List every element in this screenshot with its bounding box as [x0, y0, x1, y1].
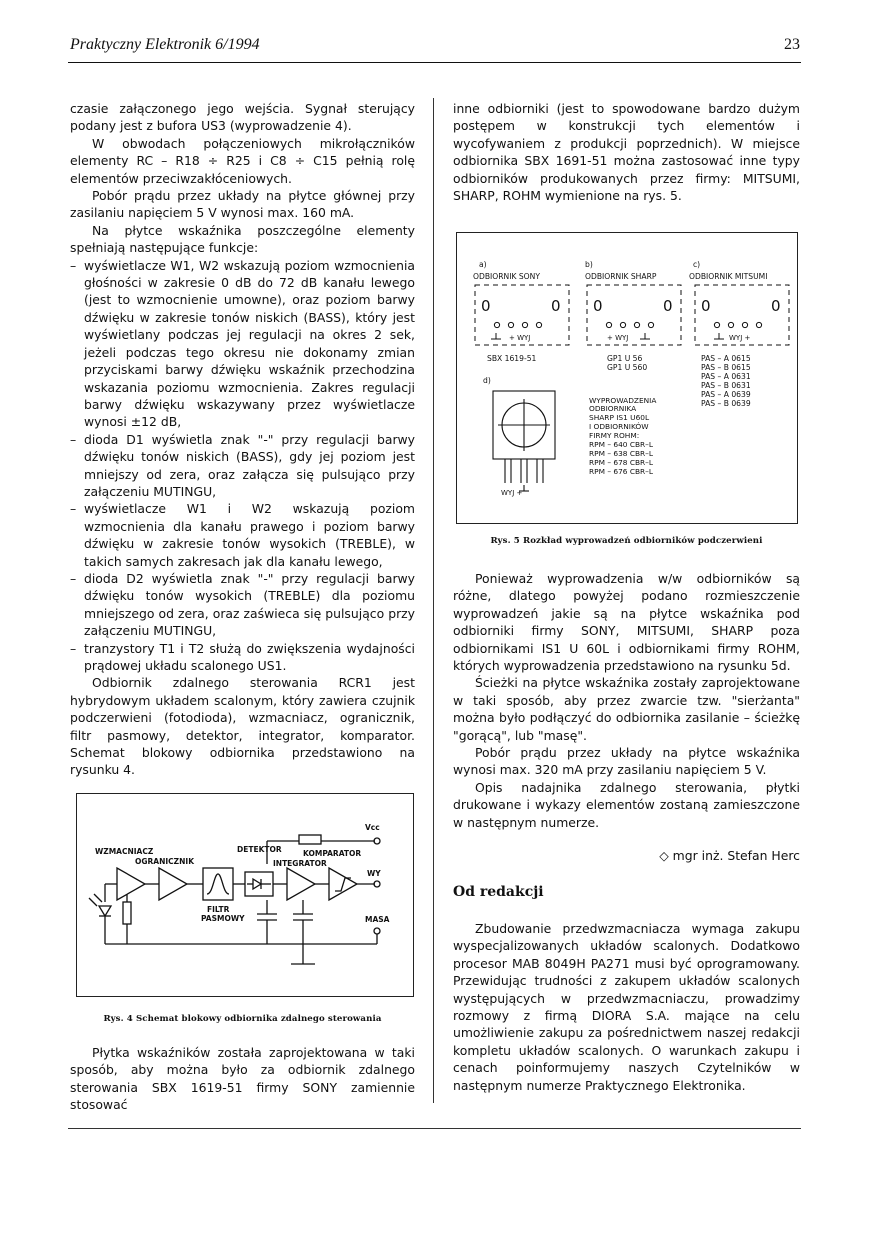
label-integrator: INTEGRATOR [273, 859, 327, 868]
label-masa: MASA [365, 915, 390, 924]
label-komparator: KOMPARATOR [303, 849, 362, 858]
right-column-middle [453, 570, 800, 831]
list-item: – dioda D2 wyświetla znak "-" przy regulacji barwy dźwięku tonów wysokich (TREBLE) dla poziomu mniejszego od zera, oraz zaświeca się pulsująco przy załączeniu MUTINGU, [70, 570, 415, 640]
label-vcc: Vcc [365, 823, 380, 832]
pins-rohm: WYJ + [501, 489, 523, 497]
list-item: – tranzystory T1 i T2 służą do zwiększenia wydajności prądowej układu scalonego US1. [70, 640, 415, 675]
rohm-desc-4: FIRMY ROHM: [589, 431, 640, 440]
block-diagram-svg [77, 794, 413, 996]
paragraph: Płytka wskaźników została zaprojektowana w taki sposób, aby można było za odbiornik zdalnego sterowania SBX 1619-51 firmy SONY zamiennie stosować [70, 1045, 415, 1113]
header-rule [68, 62, 801, 63]
paragraph: Pobór prądu przez układy na płytce wskaźnika wynosi max. 320 mA przy zasilaniu napięciem 5 V. [453, 745, 800, 778]
paragraph: W obwodach połączeniowych mikrołączników elementy RC – R18 ÷ R25 i C8 ÷ C15 pełnią rolę elementów przeciwzakłóceniowych. [70, 135, 415, 186]
paragraph: Ponieważ wyprowadzenia w/w odbiorników są różne, dlatego powyżej podano rozmieszczenie wyprowadzeń jakie są na płytce wskaźnika pod odbiorniki firmy SONY, MITSUMI, SHARP poza odbiornikami IS1 U 60L i odbiornikami firmy ROHM, których wyprowadzenia przedstawiono na rysunku 5d. [453, 571, 800, 674]
paragraph: Zbudowanie przedwzmacniacza wymaga zakupu wyspecjalizowanych układów scalonych. Dodatkowo procesor MAB 8049H PA271 musi być oprogramowany. Przewidując trudności z zakupem układów scalonych występujących w przedwzmacniaczu, prowadzimy rozmowy z firmą DIORA S.A. mające na celu umożliwienie zakupu za pośrednictwem naszej redakcji kompletu układów scalonych. O warunkach zakupu i cenach poinformujemy naszych Czytelników w następnym numerze Praktycznego Elektronika. [453, 921, 800, 1093]
model-mitsumi-2: PAS – A 0631 [701, 372, 751, 381]
model-mitsumi-3: PAS – B 0631 [701, 381, 751, 390]
paragraph: Opis nadajnika zdalnego sterowania, płytki drukowane i wykazy elementów zostaną zamieszczone w następnym numerze. [453, 779, 800, 830]
right-column-top [453, 100, 800, 204]
left-column [70, 100, 415, 779]
paragraph: Na płytce wskaźnika poszczególne elementy spełniają następujące funkcje: [70, 222, 415, 256]
label-filtr: FILTR [207, 905, 230, 914]
list-item: – dioda D1 wyświetla znak "-" przy regulacji barwy dźwięku tonów niskich (BASS), gdy jej poziom jest mniejszy od zera, oraz załącza się pulsująco przy załączeniu MUTINGU, [70, 431, 415, 501]
label-ogranicznik: OGRANICZNIK [135, 857, 195, 866]
pins-mitsumi: WYJ + [729, 334, 751, 342]
label-pasmowy: PASMOWY [201, 914, 245, 923]
title-sharp: ODBIORNIK SHARP [585, 272, 657, 281]
model-mitsumi-5: PAS – B 0639 [701, 399, 751, 408]
section-heading: Od redakcji [453, 884, 544, 900]
paragraph: inne odbiorniki (jest to spowodowane bardzo dużym postępem w konstrukcji tych elementów i wycofywaniem z produkcji poprzednich). W miejsce odbiornika SBX 1691-51 można zastosować inne typy odbiorników produkowanych przez firmy: MITSUMI, SHARP, ROHM wymienione na rys. 5. [453, 101, 800, 204]
left-column-bottom [70, 1044, 415, 1114]
pinouts-svg [457, 233, 797, 523]
paragraph: Ścieżki na płytce wskaźnika zostały zaprojektowane w taki sposób, aby przez zwarcie tzw. "sierżanta" można było podłączyć do odbiornika zasilanie – ścieżkę "gorącą", lub "masę". [453, 675, 800, 743]
label-detektor: DETEKTOR [237, 845, 282, 854]
model-mitsumi-1: PAS – B 0615 [701, 363, 751, 372]
function-list [70, 257, 415, 675]
list-item: – wyświetlacze W1, W2 wskazują poziom wzmocnienia głośności w zakresie 0 dB do 72 dB kanału lewego (jest to wzmocnienie umowne), oraz poziom barwy dźwięku w zakresie tonów niskich (BASS), który jest wyświetlany podczas jej regulacji na okres 2 sek, jeżeli podczas tego okresu nie dokonamy zmian przyciskami barwy dźwięku wskaźnik przechodzina wskazania poziomu wzmocnienia. Zakres regulacji barwy dźwięku wskazywany przez wyświetlacze wynosi ±12 dB, [70, 257, 415, 431]
figure-4-caption: Rys. 4 Schemat blokowy odbiornika zdalnego sterowania [103, 1014, 382, 1024]
figure-5-caption: Rys. 5 Rozkład wyprowadzeń odbiorników podczerwieni [490, 536, 763, 546]
svg-text:0: 0 [663, 297, 673, 315]
tag-b: b) [585, 260, 593, 269]
column-separator [433, 98, 434, 1103]
tag-c: c) [693, 260, 701, 269]
svg-text:0: 0 [771, 297, 781, 315]
pins-sharp: + WYJ [607, 334, 629, 342]
rohm-desc-1: ODBIORNIKA [589, 404, 637, 413]
rohm-desc-6: RPM – 638 CBR–L [589, 449, 653, 458]
right-column-bottom [453, 920, 800, 1094]
model-sony: SBX 1619-51 [487, 354, 537, 363]
tag-a: a) [479, 260, 487, 269]
figure-4-block-diagram [76, 793, 414, 997]
model-mitsumi-4: PAS – A 0639 [701, 390, 751, 399]
rohm-desc-3: I ODBIORNIKÓW [589, 422, 649, 431]
running-header-title: Praktyczny Elektronik 6/1994 [70, 36, 260, 53]
svg-text:0: 0 [481, 297, 491, 315]
svg-text:0: 0 [593, 297, 603, 315]
rohm-desc-0: WYPROWADZENIA [589, 396, 657, 405]
rohm-desc-5: RPM – 640 CBR–L [589, 440, 653, 449]
rohm-desc-7: RPM – 678 CBR–L [589, 458, 653, 467]
pins-sony: + WYJ [509, 334, 531, 342]
paragraph: Pobór prądu przez układy na płytce głównej przy zasilaniu napięciem 5 V wynosi max. 160 mA. [70, 188, 415, 221]
svg-text:0: 0 [551, 297, 561, 315]
tag-d: d) [483, 376, 491, 385]
title-mitsumi: ODBIORNIK MITSUMI [689, 272, 768, 281]
list-item: – wyświetlacze W1 i W2 wskazują poziom wzmocnienia dla kanału prawego i poziom barwy dźwięku w zakresie tonów wysokich (TREBLE), w takich samych zakresach jak dla kanału lewego, [70, 500, 415, 570]
paragraph: czasie załączonego jego wejścia. Sygnał sterujący podany jest z bufora US3 (wyprowadzenie 4). [70, 101, 415, 134]
figure-5-pinouts [456, 232, 798, 524]
title-sony: ODBIORNIK SONY [473, 272, 540, 281]
author-signature: ◇ mgr inż. Stefan Herc [659, 848, 800, 863]
rohm-desc-8: RPM – 676 CBR–L [589, 467, 653, 476]
rohm-desc-2: SHARP IS1 U60L [589, 413, 650, 422]
footer-rule [68, 1128, 801, 1129]
label-wy: WY [367, 869, 381, 878]
page-number: 23 [784, 36, 800, 53]
paragraph: Odbiornik zdalnego sterowania RCR1 jest hybrydowym układem scalonym, który zawiera czujnik podczerwieni (fotodioda), wzmacniacz, ogranicznik, filtr pasmowy, detektor, integrator, komparator. Schemat blokowy odbiornika przedstawiono na rysunku 4. [70, 675, 415, 778]
model-mitsumi-0: PAS – A 0615 [701, 354, 751, 363]
label-wzmacniacz: WZMACNIACZ [95, 847, 154, 856]
model-sharp-1: GP1 U 560 [607, 363, 648, 372]
svg-text:0: 0 [701, 297, 711, 315]
model-sharp-0: GP1 U 56 [607, 354, 643, 363]
